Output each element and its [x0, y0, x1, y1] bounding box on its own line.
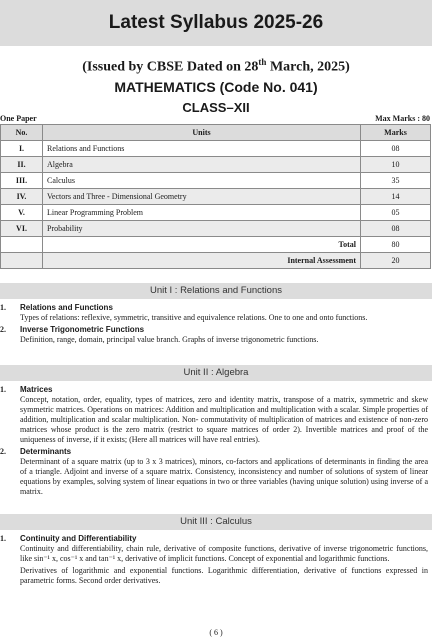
unit-marks: 10: [361, 157, 431, 173]
unit-1-section: [0, 303, 428, 345]
topic-title: Relations and Functions: [20, 303, 113, 312]
topic-number: 1.: [0, 534, 6, 543]
table-row: [1, 189, 431, 205]
unit-no: V.: [1, 205, 43, 221]
table-row: [1, 205, 431, 221]
topic-text: Types of relations: reflexive, symmetric, transitive and equivalence relations. One to one and onto functions.: [20, 313, 368, 322]
topic-number: 1.: [0, 303, 6, 312]
syllabus-title: Latest Syllabus 2025-26: [108, 12, 324, 33]
max-marks: Max Marks : 80: [375, 114, 430, 123]
issued-line: [0, 57, 432, 76]
issued-sup: th: [258, 57, 267, 67]
unit-name: Calculus: [43, 173, 361, 189]
topic-title: Continuity and Differentiability: [20, 534, 137, 543]
topic-number: 1.: [0, 385, 6, 394]
topic-text: Concept, notation, order, equality, types of matrices, zero and identity matrix, transpose of a matrix, symmetric and skew symmetric matrices. Operations on matrices: Addition and multiplication and multiplication with a scalar. Simple properties of addition, multiplication and scalar multiplication. Non- commutativity of multiplication of matrices and existence of non-zero matrices whose product is the zero matrix (restrict to square matrices of order 2). Invertible matrices and proof of the uniqueness of inverse, if it exists; (Here all matrices will have real entries).: [20, 395, 428, 444]
issued-text: (Issued by CBSE Dated on 28: [82, 59, 259, 75]
empty-cell: [1, 237, 43, 253]
internal-assessment-label: Internal Assessment: [43, 253, 361, 269]
topic-item: [0, 447, 428, 497]
unit-no: II.: [1, 157, 43, 173]
header-marks: Marks: [361, 125, 431, 141]
table-row: [1, 141, 431, 157]
internal-assessment-row: [1, 253, 431, 269]
unit-name: Probability: [43, 221, 361, 237]
unit-3-section: [0, 534, 428, 586]
unit-marks: 08: [361, 221, 431, 237]
unit-marks: 05: [361, 205, 431, 221]
unit-name: Algebra: [43, 157, 361, 173]
syllabus-title-banner: [0, 0, 432, 46]
units-marks-table: [0, 124, 431, 269]
topic-title: Matrices: [20, 385, 53, 394]
unit-no: IV.: [1, 189, 43, 205]
total-row: [1, 237, 431, 253]
unit-marks: 08: [361, 141, 431, 157]
issued-text-end: March, 2025): [266, 59, 350, 75]
topic-item: [0, 325, 428, 345]
topic-number: 2.: [0, 325, 6, 334]
unit-name: Linear Programming Problem: [43, 205, 361, 221]
unit-name: Vectors and Three - Dimensional Geometry: [43, 189, 361, 205]
unit-no: VI.: [1, 221, 43, 237]
table-row: [1, 221, 431, 237]
topic-text: Derivatives of logarithmic and exponential functions. Logarithmic differentiation, derivative of functions expressed in parametric forms. Second order derivatives.: [20, 566, 428, 585]
table-row: [1, 157, 431, 173]
total-label: Total: [43, 237, 361, 253]
topic-text: Definition, range, domain, principal value branch. Graphs of inverse trigonometric functions.: [20, 335, 319, 344]
unit-marks: 14: [361, 189, 431, 205]
subject-title: MATHEMATICS (Code No. 041): [114, 79, 318, 95]
unit-name: Relations and Functions: [43, 141, 361, 157]
total-value: 80: [361, 237, 431, 253]
class-title: CLASS–XII: [182, 100, 250, 115]
topic-title: Determinants: [20, 447, 72, 456]
topic-text: Determinant of a square matrix (up to 3 x 3 matrices), minors, co-factors and applications of determinants in finding the area of a triangle. Adjoint and inverse of a square matrix. Consistency, inconsistency and number of solutions of system of linear equations by examples, solving system of linear equations in two or three variables (having unique solution) using inverse of a matrix.: [20, 457, 428, 496]
unit-1-heading: Unit I : Relations and Functions: [0, 283, 432, 299]
table-header-row: [1, 125, 431, 141]
unit-marks: 35: [361, 173, 431, 189]
internal-assessment-value: 20: [361, 253, 431, 269]
table-row: [1, 173, 431, 189]
unit-2-section: [0, 385, 428, 497]
unit-no: I.: [1, 141, 43, 157]
topic-item: [0, 385, 428, 445]
empty-cell: [1, 253, 43, 269]
page-number: ( 6 ): [209, 628, 223, 637]
topic-number: 2.: [0, 447, 6, 456]
unit-2-heading: Unit II : Algebra: [0, 365, 432, 381]
topic-title: Inverse Trigonometric Functions: [20, 325, 145, 334]
topic-text: Continuity and differentiability, chain rule, derivative of composite functions, derivative of inverse trigonometric functions, like sin⁻¹ x, cos⁻¹ x and tan⁻¹ x, derivative of implicit functions. Concept of exponential and logarithmic functions.: [20, 544, 428, 563]
unit-no: III.: [1, 173, 43, 189]
header-no: No.: [1, 125, 43, 141]
paper-count: One Paper: [0, 114, 37, 123]
unit-3-heading: Unit III : Calculus: [0, 514, 432, 530]
header-units: Units: [43, 125, 361, 141]
topic-item: [0, 534, 428, 586]
topic-item: [0, 303, 428, 323]
